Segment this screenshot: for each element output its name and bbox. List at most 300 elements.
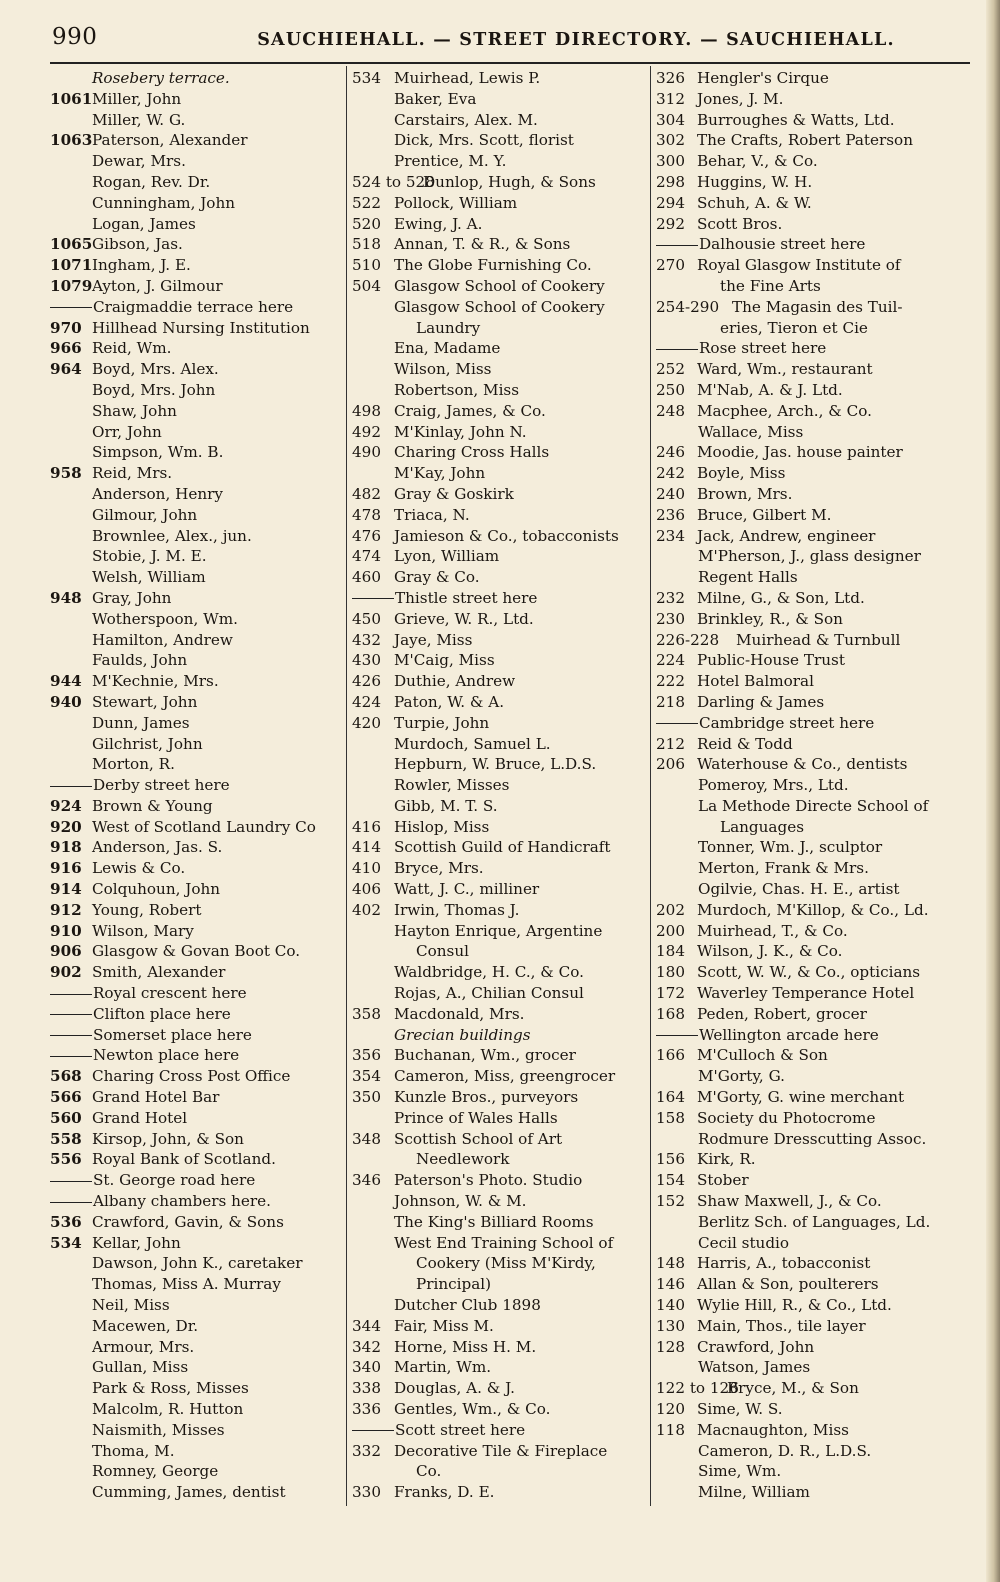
directory-entry — [656, 318, 952, 339]
house-number: 916 — [50, 859, 82, 878]
street-name: Derby street here — [50, 775, 230, 796]
house-number: 560 — [50, 1108, 82, 1127]
house-number: 242 — [656, 464, 685, 483]
house-number: 518 — [352, 235, 381, 254]
occupant-name: Wilson, J. K., & Co. — [697, 942, 843, 961]
street-name: Newton place here — [50, 1045, 239, 1066]
street-name: Albany chambers here. — [50, 1191, 271, 1212]
occupant-name: Welsh, William — [92, 568, 206, 587]
house-number: 450 — [352, 609, 381, 628]
house-number: 180 — [656, 963, 685, 982]
occupant-name: Duthie, Andrew — [394, 672, 516, 691]
street-name: Scott street here — [352, 1420, 525, 1441]
occupant-name: Shaw Maxwell, J., & Co. — [697, 1192, 882, 1211]
directory-entry — [352, 442, 644, 463]
occupant-name: Brown & Young — [92, 796, 213, 815]
house-number: 166 — [656, 1046, 685, 1065]
directory-entry — [352, 1233, 644, 1254]
street-name: Thistle street here — [352, 588, 537, 609]
house-number: 140 — [656, 1296, 685, 1315]
directory-entry — [656, 359, 952, 380]
house-number: 202 — [656, 900, 685, 919]
occupant-name: Paton, W. & A. — [394, 692, 505, 711]
occupant-name: Schuh, A. & W. — [697, 193, 812, 212]
directory-entry — [50, 1420, 340, 1441]
occupant-name: Logan, James — [92, 214, 196, 233]
occupant-name: Hotel Balmoral — [697, 672, 814, 691]
directory-entry — [352, 1399, 644, 1420]
directory-entry — [656, 671, 952, 692]
house-number: 568 — [50, 1067, 82, 1086]
occupant-name: Macphee, Arch., & Co. — [697, 401, 872, 420]
occupant-name: Waterhouse & Co., dentists — [697, 755, 908, 774]
occupant-name: Harris, A., tobacconist — [697, 1254, 871, 1273]
street-marker — [50, 297, 340, 318]
directory-entry — [352, 837, 644, 858]
house-number: 906 — [50, 942, 82, 961]
directory-entry — [50, 89, 340, 110]
directory-entry — [656, 692, 952, 713]
occupant-name: Brownlee, Alex., jun. — [92, 526, 252, 545]
occupant-name: Gibson, Jas. — [92, 235, 183, 254]
house-number: 240 — [656, 484, 685, 503]
directory-entry — [352, 276, 644, 297]
occupant-name: Annan, T. & R., & Sons — [394, 235, 571, 254]
occupant-name: Stobie, J. M. E. — [92, 547, 207, 566]
directory-entry — [656, 151, 952, 172]
occupant-name: Grieve, W. R., Ltd. — [394, 609, 534, 628]
directory-entry — [352, 505, 644, 526]
house-number: 342 — [352, 1337, 381, 1356]
occupant-name: Society du Photocrome — [697, 1108, 876, 1127]
occupant-name: Boyd, Mrs. John — [92, 380, 216, 399]
occupant-name: Wylie Hill, R., & Co., Ltd. — [697, 1296, 892, 1315]
house-number: 300 — [656, 152, 685, 171]
occupant-name: Jones, J. M. — [697, 89, 784, 108]
occupant-name: M'Nab, A. & J. Ltd. — [697, 380, 843, 399]
house-number: 304 — [656, 110, 685, 129]
occupant-name: Anderson, Jas. S. — [92, 838, 223, 857]
occupant-name: Craig, James, & Co. — [394, 401, 546, 420]
directory-entry — [352, 692, 644, 713]
occupant-name: Rowler, Misses — [394, 776, 510, 795]
directory-entry — [656, 463, 952, 484]
directory-entry — [50, 151, 340, 172]
directory-entry — [50, 380, 340, 401]
directory-entry — [352, 526, 644, 547]
occupant-name: Horne, Miss H. M. — [394, 1337, 537, 1356]
street-marker — [50, 983, 340, 1004]
directory-entry — [656, 941, 952, 962]
occupant-name: M'Kay, John — [394, 464, 486, 483]
directory-entry — [352, 318, 644, 339]
house-number: 254-290 — [656, 297, 720, 316]
occupant-name: Shaw, John — [92, 401, 177, 420]
occupant-name: Prince of Wales Halls — [394, 1108, 558, 1127]
directory-entry — [352, 941, 644, 962]
occupant-name: Royal Bank of Scotland. — [92, 1150, 276, 1169]
street-marker — [50, 775, 340, 796]
house-number: 222 — [656, 672, 685, 691]
house-number: 336 — [352, 1400, 381, 1418]
running-head-dash-left: — — [433, 30, 452, 50]
occupant-name: Armour, Mrs. — [92, 1337, 195, 1356]
house-number: 406 — [352, 880, 381, 899]
directory-entry — [50, 1108, 340, 1129]
occupant-name: Hengler's Cirque — [697, 69, 829, 87]
directory-entry — [352, 921, 644, 942]
directory-entry — [656, 609, 952, 630]
occupant-name: Neil, Miss — [92, 1296, 170, 1315]
directory-entry — [50, 1212, 340, 1233]
occupant-name: Scott, W. W., & Co., opticians — [697, 963, 921, 982]
house-number: 918 — [50, 838, 82, 857]
directory-entry — [352, 546, 644, 567]
occupant-name: Gray, John — [92, 588, 172, 607]
occupant-name: Co. — [416, 1462, 442, 1481]
occupant-name: Smith, Alexander — [92, 963, 226, 982]
house-number: 354 — [352, 1067, 381, 1086]
occupant-name: Reid, Wm. — [92, 339, 172, 358]
directory-entry — [50, 130, 340, 151]
occupant-name: M'Gorty, G. — [698, 1067, 785, 1086]
house-number: 940 — [50, 692, 82, 711]
occupant-name: Gilchrist, John — [92, 734, 203, 753]
directory-entry — [50, 858, 340, 879]
directory-entry — [352, 650, 644, 671]
directory-entry — [352, 1087, 644, 1108]
house-number: 330 — [352, 1483, 381, 1502]
directory-entry — [352, 89, 644, 110]
directory-entry — [656, 422, 952, 443]
directory-entry — [50, 1066, 340, 1087]
occupant-name: Consul — [416, 942, 469, 961]
occupant-name: Hayton Enrique, Argentine — [394, 921, 603, 940]
occupant-name: Gilmour, John — [92, 505, 198, 524]
house-number: 504 — [352, 276, 381, 295]
house-number: 948 — [50, 588, 82, 607]
directory-entry — [656, 1399, 952, 1420]
directory-entry — [656, 1420, 952, 1441]
directory-entry — [352, 609, 644, 630]
directory-entry — [656, 1045, 952, 1066]
house-number: 558 — [50, 1129, 82, 1148]
house-number: 128 — [656, 1337, 685, 1356]
directory-entry — [352, 1378, 644, 1399]
house-number: 154 — [656, 1171, 685, 1190]
directory-entry — [352, 879, 644, 900]
house-number: 424 — [352, 692, 381, 711]
directory-entry — [656, 1295, 952, 1316]
directory-entry — [656, 1441, 952, 1462]
street-marker — [352, 1420, 644, 1441]
directory-entry — [352, 1025, 644, 1046]
directory-entry — [656, 1129, 952, 1150]
occupant-name: Glasgow & Govan Boot Co. — [92, 942, 301, 961]
street-marker — [352, 588, 644, 609]
occupant-name: Public-House Trust — [697, 651, 845, 670]
directory-entry — [50, 1399, 340, 1420]
house-number: 1063 — [50, 131, 93, 150]
house-number: 350 — [352, 1088, 381, 1107]
occupant-name: Miller, W. G. — [92, 110, 186, 129]
occupant-name: Peden, Robert, grocer — [697, 1004, 867, 1023]
occupant-name: Macewen, Dr. — [92, 1316, 199, 1335]
directory-entry — [656, 650, 952, 671]
directory-entry — [50, 692, 340, 713]
directory-entry — [656, 380, 952, 401]
directory-entry — [656, 775, 952, 796]
occupant-name: Douglas, A. & J. — [394, 1379, 515, 1398]
house-number: 248 — [656, 401, 685, 420]
directory-entry — [352, 1461, 644, 1482]
street-name: Dalhousie street here — [656, 234, 865, 255]
house-number: 534 — [352, 69, 381, 87]
directory-entry — [656, 921, 952, 942]
occupant-name: Wilson, Mary — [92, 921, 194, 940]
occupant-name: Park & Ross, Misses — [92, 1379, 249, 1398]
occupant-name: Grand Hotel Bar — [92, 1088, 220, 1107]
occupant-name: Muirhead, Lewis P. — [394, 69, 541, 87]
occupant-name: Scottish Guild of Handicraft — [394, 838, 611, 857]
occupant-name: Dewar, Mrs. — [92, 152, 186, 171]
directory-entry — [50, 650, 340, 671]
directory-entry — [50, 1482, 340, 1503]
directory-entry — [352, 1357, 644, 1378]
directory-entry — [50, 68, 340, 89]
occupant-name: Brinkley, R., & Son — [697, 609, 843, 628]
occupant-name: Anderson, Henry — [92, 484, 223, 503]
directory-entry — [656, 1212, 952, 1233]
house-number: 1065 — [50, 235, 93, 254]
occupant-name: Wilson, Miss — [394, 360, 492, 379]
occupant-name: West of Scotland Laundry Co — [92, 817, 316, 836]
occupant-name: Pomeroy, Mrs., Ltd. — [698, 776, 849, 795]
occupant-name: eries, Tieron et Cie — [720, 318, 868, 337]
house-number: 340 — [352, 1358, 381, 1377]
house-number: 410 — [352, 859, 381, 878]
occupant-name: Dawson, John K., caretaker — [92, 1254, 303, 1273]
directory-entry — [50, 1378, 340, 1399]
directory-entry — [656, 1087, 952, 1108]
directory-entry — [352, 380, 644, 401]
directory-entry — [50, 1441, 340, 1462]
occupant-name: The Magasin des Tuil- — [732, 297, 903, 316]
directory-entry — [352, 1441, 644, 1462]
house-number: 426 — [352, 672, 381, 691]
directory-entry — [352, 68, 644, 89]
directory-entry — [50, 567, 340, 588]
directory-entry — [50, 941, 340, 962]
house-number: 944 — [50, 672, 82, 691]
directory-entry — [656, 588, 952, 609]
occupant-name: Scottish School of Art — [394, 1129, 563, 1148]
house-number: 302 — [656, 131, 685, 150]
directory-entry — [50, 234, 340, 255]
house-number: 964 — [50, 360, 82, 379]
occupant-name: Principal) — [416, 1275, 492, 1294]
house-number: 164 — [656, 1088, 685, 1107]
occupant-name: Regent Halls — [698, 568, 798, 587]
house-number: 226-228 — [656, 630, 720, 649]
directory-entry — [50, 422, 340, 443]
occupant-name: Romney, George — [92, 1462, 219, 1481]
house-number: 358 — [352, 1004, 381, 1023]
house-number: 156 — [656, 1150, 685, 1169]
street-marker — [656, 338, 952, 359]
house-number: 292 — [656, 214, 685, 233]
occupant-name: Kunzle Bros., purveyors — [394, 1088, 579, 1107]
building-name: Rosebery terrace. — [92, 69, 230, 87]
occupant-name: Gibb, M. T. S. — [394, 796, 498, 815]
directory-entry — [656, 297, 952, 318]
street-marker — [50, 1025, 340, 1046]
running-head-right: SAUCHIEHALL. — [726, 30, 895, 50]
directory-entry — [50, 1129, 340, 1150]
directory-entry — [656, 879, 952, 900]
directory-entry — [656, 484, 952, 505]
occupant-name: Milne, G., & Son, Ltd. — [697, 588, 865, 607]
house-number: 232 — [656, 588, 685, 607]
street-marker — [50, 1045, 340, 1066]
directory-entry — [352, 983, 644, 1004]
directory-entry — [352, 422, 644, 443]
house-number: 482 — [352, 484, 381, 503]
occupant-name: Murdoch, M'Killop, & Co., Ld. — [697, 900, 929, 919]
running-head-dash-right: — — [700, 30, 719, 50]
directory-entry — [50, 526, 340, 547]
directory-entry — [352, 338, 644, 359]
page-header — [50, 22, 972, 58]
occupant-name: Cameron, D. R., L.D.S. — [698, 1441, 872, 1460]
directory-entry — [656, 1316, 952, 1337]
house-number: 520 — [352, 214, 381, 233]
occupant-name: M'Kinlay, John N. — [394, 422, 527, 441]
occupant-name: Dunn, James — [92, 713, 190, 732]
occupant-name: Orr, John — [92, 422, 162, 441]
directory-entry — [656, 1233, 952, 1254]
directory-entry — [656, 110, 952, 131]
house-number: 344 — [352, 1316, 381, 1335]
running-head-left: SAUCHIEHALL. — [257, 30, 426, 50]
directory-entry — [352, 1108, 644, 1129]
house-number: 490 — [352, 443, 381, 462]
page-number: 990 — [52, 24, 98, 50]
occupant-name: Cumming, James, dentist — [92, 1483, 286, 1502]
occupant-name: Dunlop, Hugh, & Sons — [423, 172, 596, 191]
occupant-name: Decorative Tile & Fireplace — [394, 1441, 608, 1460]
directory-entry — [352, 172, 644, 193]
house-number: 120 — [656, 1400, 685, 1418]
directory-entry — [656, 900, 952, 921]
house-number: 312 — [656, 89, 685, 108]
house-number: 474 — [352, 547, 381, 566]
occupant-name: Dick, Mrs. Scott, florist — [394, 131, 574, 150]
directory-entry — [50, 1233, 340, 1254]
occupant-name: Royal Glasgow Institute of — [697, 256, 901, 275]
directory-entry — [352, 1191, 644, 1212]
occupant-name: Young, Robert — [92, 900, 202, 919]
directory-entry — [352, 817, 644, 838]
occupant-name: Malcolm, R. Hutton — [92, 1400, 244, 1418]
directory-entry — [352, 234, 644, 255]
directory-entry — [50, 921, 340, 942]
occupant-name: Muirhead, T., & Co. — [697, 921, 848, 940]
occupant-name: Stewart, John — [92, 692, 198, 711]
directory-entry — [50, 671, 340, 692]
occupant-name: Reid & Todd — [697, 734, 793, 753]
directory-entry — [352, 1045, 644, 1066]
directory-entry — [656, 172, 952, 193]
directory-entry — [352, 193, 644, 214]
house-number: 536 — [50, 1212, 82, 1231]
house-number: 206 — [656, 755, 685, 774]
directory-entry — [50, 318, 340, 339]
street-name: Craigmaddie terrace here — [50, 297, 293, 318]
directory-entry — [656, 68, 952, 89]
house-number: 912 — [50, 900, 82, 919]
occupant-name: the Fine Arts — [720, 276, 821, 295]
directory-entry — [656, 962, 952, 983]
house-number: 522 — [352, 193, 381, 212]
occupant-name: Hepburn, W. Bruce, L.D.S. — [394, 755, 597, 774]
occupant-name: The Globe Furnishing Co. — [394, 256, 592, 275]
street-name: Cambridge street here — [656, 713, 874, 734]
street-marker — [656, 713, 952, 734]
directory-entry — [352, 463, 644, 484]
occupant-name: Buchanan, Wm., grocer — [394, 1046, 576, 1065]
directory-entry — [50, 338, 340, 359]
directory-entry — [352, 1066, 644, 1087]
occupant-name: Rodmure Dresscutting Assoc. — [698, 1129, 927, 1148]
occupant-name: Scott Bros. — [697, 214, 783, 233]
occupant-name: Cookery (Miss M'Kirdy, — [416, 1254, 596, 1273]
occupant-name: Merton, Frank & Mrs. — [698, 859, 869, 878]
directory-entry — [656, 1357, 952, 1378]
occupant-name: Gray & Goskirk — [394, 484, 514, 503]
directory-entry — [656, 1461, 952, 1482]
directory-entry — [656, 401, 952, 422]
header-rule — [50, 62, 970, 64]
occupant-name: Ena, Madame — [394, 339, 501, 358]
directory-entry — [352, 1482, 644, 1503]
directory-entry — [352, 713, 644, 734]
occupant-name: The King's Billiard Rooms — [394, 1212, 594, 1231]
house-number: 252 — [656, 360, 685, 379]
house-number: 130 — [656, 1316, 685, 1335]
house-number: 346 — [352, 1171, 381, 1190]
directory-entry — [50, 837, 340, 858]
occupant-name: Glasgow School of Cookery — [394, 297, 605, 316]
directory-entry — [50, 110, 340, 131]
occupant-name: Morton, R. — [92, 755, 175, 774]
occupant-name: Johnson, W. & M. — [394, 1192, 527, 1211]
house-number: 430 — [352, 651, 381, 670]
occupant-name: Lewis & Co. — [92, 859, 186, 878]
house-number: 920 — [50, 817, 82, 836]
occupant-name: Fair, Miss M. — [394, 1316, 494, 1335]
house-number: 326 — [656, 69, 685, 87]
house-number: 420 — [352, 713, 381, 732]
street-name: Rose street here — [656, 338, 826, 359]
occupant-name: M'Culloch & Son — [697, 1046, 828, 1065]
occupant-name: Hislop, Miss — [394, 817, 490, 836]
occupant-name: Charing Cross Post Office — [92, 1067, 291, 1086]
occupant-name: West End Training School of — [394, 1233, 614, 1252]
occupant-name: Macdonald, Mrs. — [394, 1004, 525, 1023]
house-number: 498 — [352, 401, 381, 420]
directory-entry — [50, 1337, 340, 1358]
